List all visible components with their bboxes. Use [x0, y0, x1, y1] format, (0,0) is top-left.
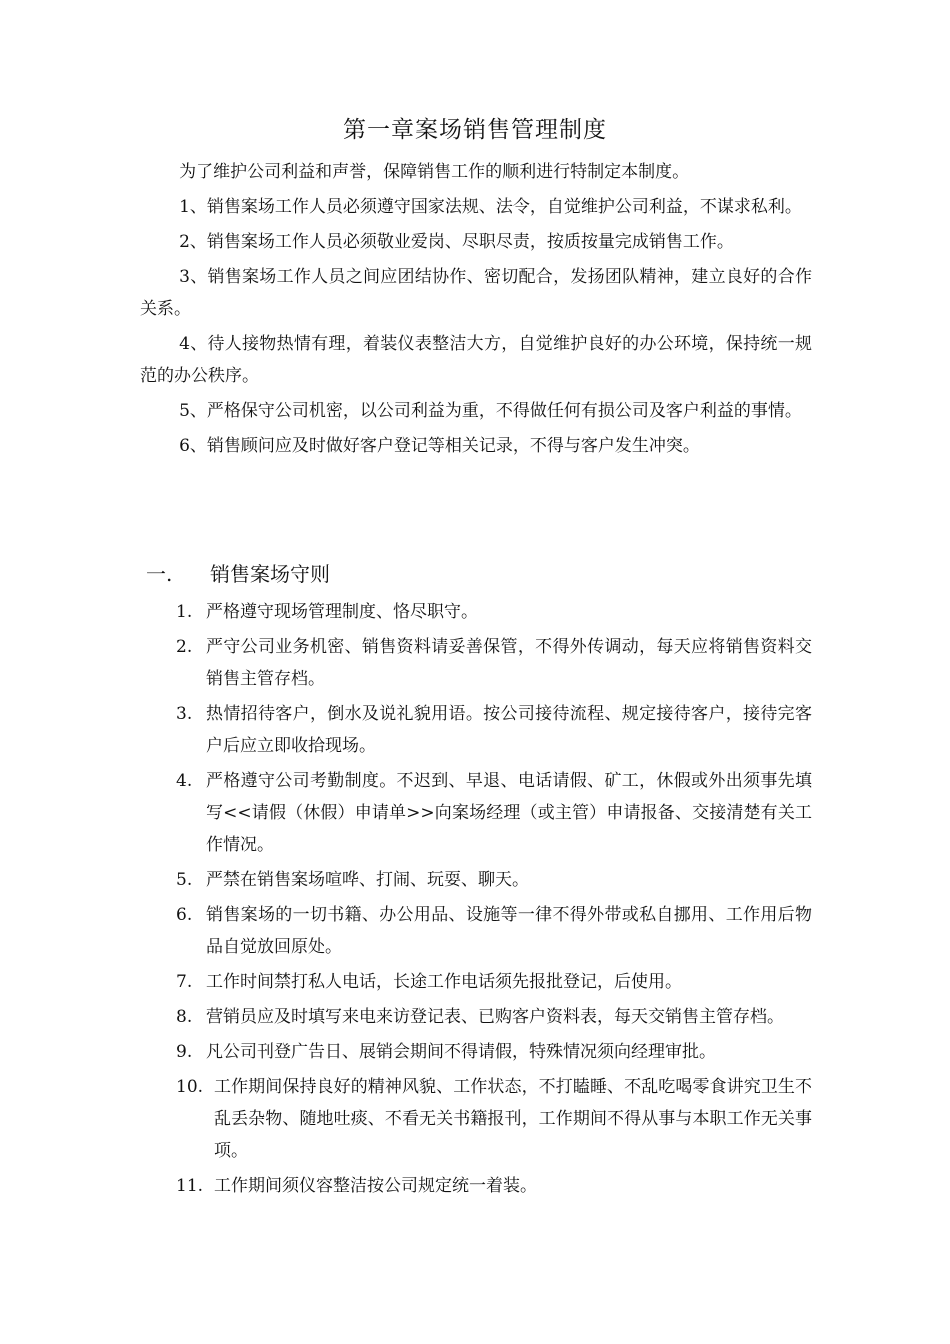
rule-number: 3.: [176, 704, 193, 724]
section-heading: [146, 558, 330, 590]
intro-paragraph: 为了维护公司利益和声誉，保障销售工作的顺利进行特制定本制度。: [179, 162, 690, 182]
rule-text: 严守公司业务机密、销售资料请妥善保管，不得外传调动，每天应将销售资料交销售主管存档。: [206, 637, 812, 689]
intro-paragraph: 3、销售案场工作人员之间应团结协作、密切配合，发扬团队精神，建立良好的合作关系。: [140, 267, 812, 319]
rule-item: [176, 1001, 812, 1033]
intro-paragraph: 2、销售案场工作人员必须敬业爱岗、尽职尽责，按质按量完成销售工作。: [179, 232, 734, 252]
rule-number: 11.: [176, 1176, 204, 1196]
rules-list: [176, 596, 812, 1205]
rule-text: 销售案场的一切书籍、办公用品、设施等一律不得外带或私自挪用、工作用后物品自觉放回原处。: [206, 905, 812, 957]
rule-text: 工作期间保持良好的精神风貌、工作状态，不打瞌睡、不乱吃喝零食讲究卫生不乱丢杂物、随地吐痰、不看无关书籍报刊，工作期间不得从事与本职工作无关事项。: [214, 1077, 812, 1161]
intro-paragraph: 6、销售顾问应及时做好客户登记等相关记录，不得与客户发生冲突。: [179, 436, 700, 456]
rule-item: [176, 864, 812, 896]
rule-number: 2.: [176, 637, 193, 657]
rule-item: [176, 596, 812, 628]
rule-number: 1.: [176, 602, 193, 622]
section-title: 销售案场守则: [210, 562, 330, 586]
chapter-title: 第一章案场销售管理制度: [343, 117, 607, 143]
rule-item: [176, 631, 812, 695]
rule-item: [176, 899, 812, 963]
rule-text: 严格遵守现场管理制度、恪尽职守。: [206, 602, 478, 622]
rule-number: 6.: [176, 905, 193, 925]
intro-paragraph: 1、销售案场工作人员必须遵守国家法规、法令，自觉维护公司利益，不谋求私利。: [179, 197, 802, 217]
rule-number: 9.: [176, 1042, 193, 1062]
intro-section: [140, 156, 812, 465]
rule-text: 严禁在销售案场喧哗、打闹、玩耍、聊天。: [206, 870, 529, 890]
rule-number: 10.: [176, 1077, 204, 1097]
rule-number: 8.: [176, 1007, 193, 1027]
section-number: 一.: [146, 562, 173, 586]
rule-number: 7.: [176, 972, 193, 992]
rule-text: 工作期间须仪容整洁按公司规定统一着装。: [214, 1176, 537, 1196]
rule-text: 凡公司刊登广告日、展销会期间不得请假，特殊情况须向经理审批。: [206, 1042, 716, 1062]
rule-item: [176, 1071, 812, 1167]
intro-paragraph: 4、待人接物热情有理，着装仪表整洁大方，自觉维护良好的办公环境，保持统一规范的办公秩序。: [140, 334, 812, 386]
rule-item: [176, 966, 812, 998]
rule-number: 5.: [176, 870, 193, 890]
rule-text: 工作时间禁打私人电话，长途工作电话须先报批登记，后使用。: [206, 972, 682, 992]
rule-item: [176, 765, 812, 861]
rule-text: 严格遵守公司考勤制度。不迟到、早退、电话请假、矿工，休假或外出须事先填写<<请假（休假）申请单>>向案场经理（或主管）申请报备、交接清楚有关工作情况。: [206, 771, 812, 855]
rule-text: 营销员应及时填写来电来访登记表、已购客户资料表，每天交销售主管存档。: [206, 1007, 784, 1027]
rule-item: [176, 1170, 812, 1202]
rule-text: 热情招待客户，倒水及说礼貌用语。按公司接待流程、规定接待客户，接待完客户后应立即收拾现场。: [206, 704, 812, 756]
rule-item: [176, 698, 812, 762]
rule-number: 4.: [176, 771, 193, 791]
intro-paragraph: 5、严格保守公司机密，以公司利益为重，不得做任何有损公司及客户利益的事情。: [179, 401, 802, 421]
rule-item: [176, 1036, 812, 1068]
